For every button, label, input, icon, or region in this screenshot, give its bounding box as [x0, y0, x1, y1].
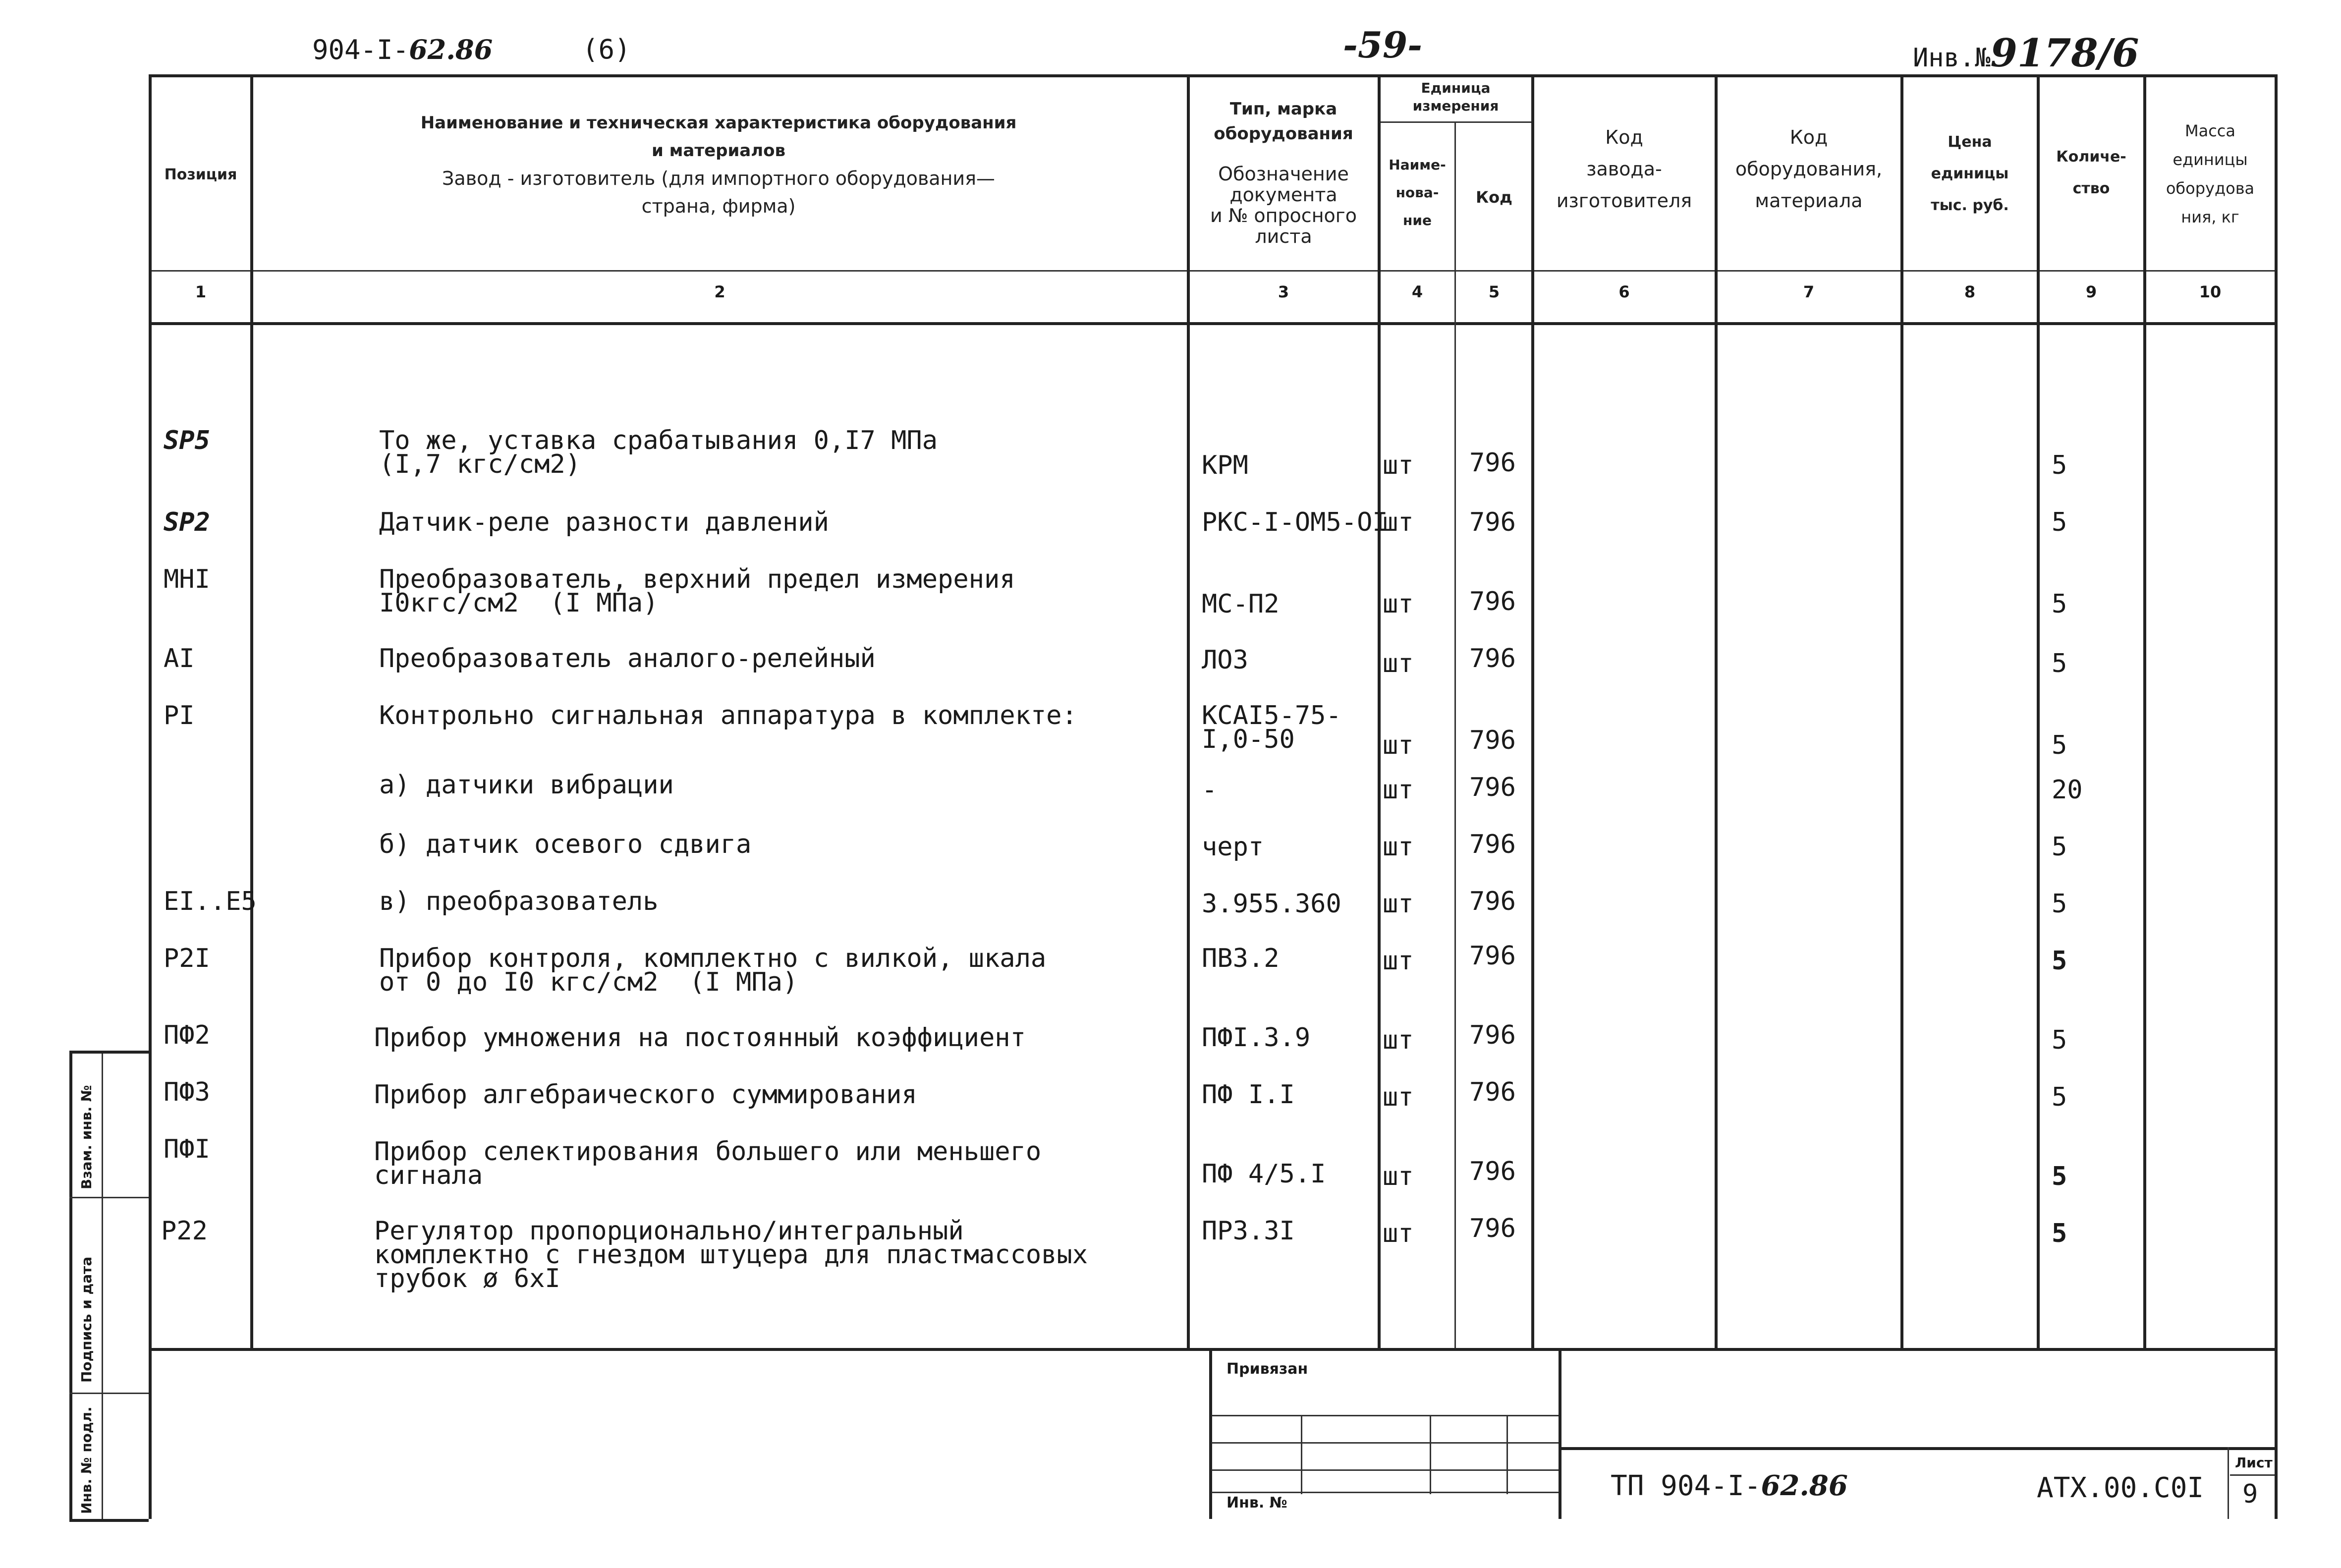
header-price: Цена единицы тыс. руб.	[1931, 133, 2009, 214]
row-position: ПФI	[164, 1134, 210, 1164]
row-type: -	[1202, 775, 1218, 805]
row-unit: шт	[1383, 507, 1414, 537]
row-position: МНI	[164, 564, 210, 594]
row-quantity: 5	[2052, 450, 2067, 480]
row-position: SP2	[164, 507, 210, 537]
row-name: Прибор алгебраического суммирования	[374, 1080, 917, 1110]
page-number: -59-	[1343, 24, 1422, 66]
col-number-2: 2	[714, 282, 725, 301]
doc-part: (6)	[582, 34, 631, 65]
col-number-8: 8	[1964, 282, 1976, 301]
row-name: Контрольно сигнальная аппаратура в комплекте:	[379, 701, 1077, 730]
row-unit: шт	[1383, 450, 1414, 480]
footer-doc-handwritten: 62.86	[1761, 1469, 1848, 1502]
row-unit: шт	[1383, 649, 1414, 678]
row-type: ПФ 4/5.I	[1202, 1159, 1326, 1189]
row-quantity: 5	[2052, 507, 2067, 537]
row-name: Прибор умножения на постоянный коэффициент	[374, 1023, 1026, 1053]
row-quantity: 5	[2052, 589, 2067, 619]
doc-number-handwritten: 62.86	[409, 34, 493, 65]
row-unit: шт	[1383, 1162, 1414, 1191]
header-type: Тип, марка оборудования	[1214, 99, 1353, 144]
row-name: Регулятор пропорционально/интегральный комплектно с гнездом штуцера для пластмассовых трубок ø 6хI	[374, 1216, 1088, 1293]
row-name: в) преобразователь	[379, 887, 659, 916]
row-unit: шт	[1383, 1025, 1414, 1055]
col-number-3: 3	[1278, 282, 1289, 301]
row-type: МС-П2	[1202, 589, 1280, 619]
row-position: P22	[161, 1216, 208, 1246]
row-position: P2I	[164, 944, 210, 973]
row-type: ЛО3	[1202, 645, 1248, 675]
stamp-signature-date: Подпись и дата	[78, 1256, 95, 1383]
row-unit: шт	[1383, 1219, 1414, 1248]
row-unit-code: 796	[1469, 644, 1516, 673]
row-unit: шт	[1383, 1082, 1414, 1112]
row-quantity: 5	[2052, 889, 2067, 919]
row-unit-code: 796	[1469, 1157, 1516, 1186]
row-type: РКС-I-ОМ5-ОI	[1202, 507, 1388, 537]
row-type: ПР3.3I	[1202, 1216, 1295, 1246]
footer-doc-number	[1611, 1469, 1848, 1502]
row-name: Преобразователь, верхний предел измерения I0кгс/см2 (I МПа)	[379, 564, 1015, 618]
stamp-original-inv: Инв. № подл.	[78, 1406, 95, 1514]
header-quantity: Количе- ство	[2056, 148, 2126, 197]
row-position: РI	[164, 701, 195, 730]
row-name: Прибор контроля, комплектно с вилкой, шкала от 0 до I0 кгс/см2 (I МПа)	[379, 944, 1047, 997]
sheet-number: 9	[2242, 1479, 2258, 1509]
row-name: Прибор селектирования большего или меньшего сигнала	[374, 1137, 1042, 1190]
row-unit-code: 796	[1469, 773, 1516, 802]
row-unit-code: 796	[1469, 1020, 1516, 1050]
row-quantity: 5	[2052, 1082, 2067, 1112]
row-quantity: 5	[2052, 649, 2067, 678]
footer-doc-prefix: ТП 904-I-	[1611, 1470, 1761, 1502]
row-unit-code: 796	[1469, 507, 1516, 537]
header-document: Обозначение документа и № опросного листа	[1210, 163, 1357, 247]
row-unit: шт	[1383, 946, 1414, 976]
inventory-handwritten: 9178/6	[1990, 31, 2139, 76]
inventory-label: Инв.№	[1913, 43, 1991, 73]
header-mass: Масса единицы оборудова ния, кг	[2166, 121, 2255, 226]
row-type: ПФ I.I	[1202, 1080, 1295, 1110]
row-name: б) датчик осевого сдвига	[379, 830, 752, 859]
row-unit-code: 796	[1469, 887, 1516, 916]
inventory-number	[1913, 31, 2139, 76]
header-equipment-code: Код оборудования, материала	[1735, 126, 1883, 212]
header-name: Наименование и техническая характеристика оборудования и материалов Завод - изготовитель (для импортного оборудования— страна, фирма)	[420, 113, 1017, 217]
row-type: КРМ	[1202, 450, 1248, 480]
row-type: КСАI5-75- I,0-50	[1202, 701, 1341, 754]
header-unit: Единица измерения	[1412, 80, 1499, 114]
row-unit-code: 796	[1469, 448, 1516, 478]
row-unit: шт	[1383, 775, 1414, 805]
footer-doc-code: АТХ.00.С0I	[2037, 1472, 2204, 1504]
header-position: Позиция	[164, 166, 237, 183]
stamp-replaced-inv: Взам. инв. №	[78, 1085, 95, 1189]
row-unit-code: 796	[1469, 726, 1516, 755]
row-unit-code: 796	[1469, 1077, 1516, 1107]
header-unit-name: Наиме- нова- ние	[1389, 157, 1446, 228]
row-type: черт	[1202, 832, 1264, 862]
row-quantity: 20	[2052, 775, 2083, 805]
sheet-label: Лист	[2235, 1455, 2273, 1471]
row-quantity: 5	[2052, 730, 2067, 760]
row-unit: шт	[1383, 832, 1414, 862]
row-position: ЕI..Е5	[164, 887, 257, 916]
col-number-5: 5	[1488, 282, 1500, 301]
col-number-1: 1	[195, 282, 207, 301]
row-quantity: 5	[2052, 1025, 2067, 1055]
row-unit-code: 796	[1469, 830, 1516, 859]
privyazan-label: Привязан	[1226, 1360, 1308, 1378]
row-position: ПФ2	[164, 1020, 210, 1050]
row-unit: шт	[1383, 730, 1414, 760]
doc-number	[312, 34, 493, 65]
row-name: а) датчики вибрации	[379, 770, 674, 800]
row-quantity: 5	[2052, 832, 2067, 862]
row-quantity: 5	[2052, 946, 2067, 976]
row-unit-code: 796	[1469, 587, 1516, 616]
header-factory-code: Код завода- изготовителя	[1556, 126, 1692, 212]
col-number-4: 4	[1411, 282, 1423, 301]
inventory-no-label: Инв. №	[1226, 1494, 1287, 1512]
row-type: ПФI.3.9	[1202, 1023, 1311, 1053]
col-number-7: 7	[1803, 282, 1815, 301]
row-unit-code: 796	[1469, 1214, 1516, 1243]
row-type: ПВ3.2	[1202, 944, 1280, 973]
row-type: 3.955.360	[1202, 889, 1341, 919]
doc-prefix: 904-I-	[312, 34, 409, 65]
header-unit-code: Код	[1476, 188, 1512, 207]
row-unit-code: 796	[1469, 941, 1516, 971]
row-quantity: 5	[2052, 1162, 2067, 1191]
row-quantity: 5	[2052, 1219, 2067, 1248]
row-unit: шт	[1383, 589, 1414, 619]
row-position: ПФ3	[164, 1077, 210, 1107]
row-name: Датчик-реле разности давлений	[379, 507, 829, 537]
col-number-10: 10	[2199, 282, 2222, 301]
row-unit: шт	[1383, 889, 1414, 919]
row-name: То же, уставка срабатывания 0,I7 МПа (I,7 кгс/см2)	[379, 426, 938, 479]
row-position: АI	[164, 644, 195, 673]
col-number-6: 6	[1618, 282, 1630, 301]
row-position: SP5	[164, 426, 210, 455]
row-name: Преобразователь аналого-релейный	[379, 644, 876, 673]
col-number-9: 9	[2085, 282, 2097, 301]
